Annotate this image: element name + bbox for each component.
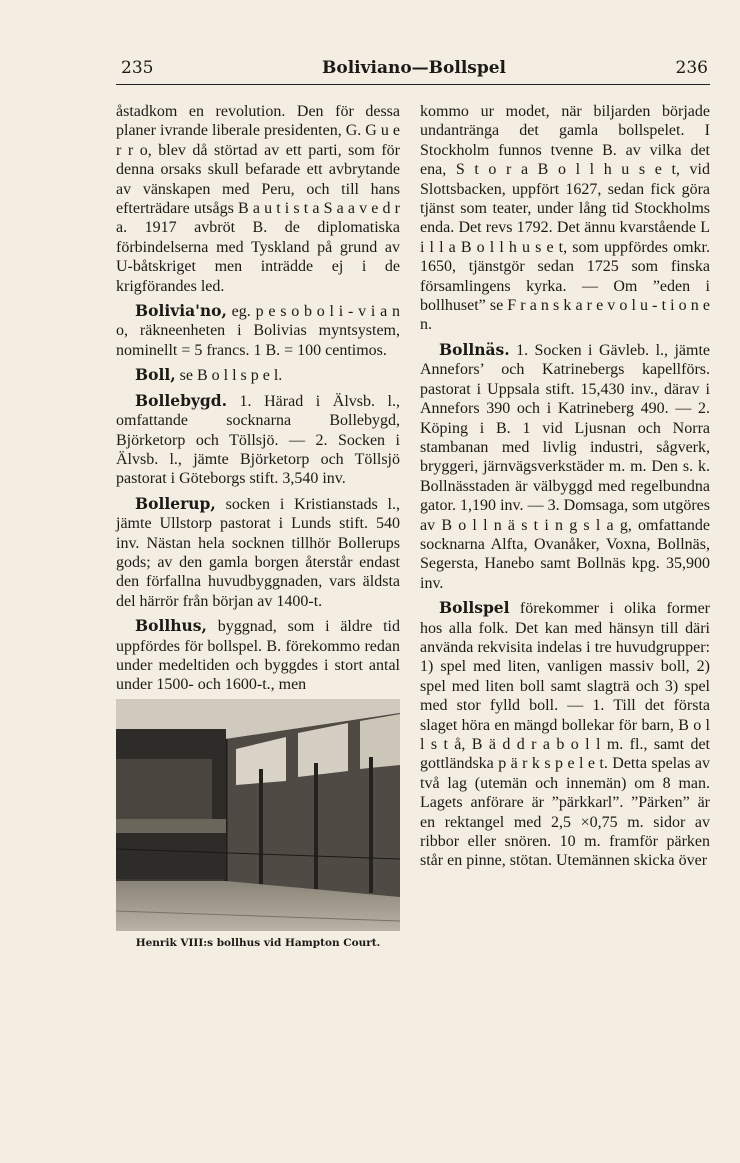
headword-bollhus: Bollhus, — [135, 616, 207, 636]
entry-boll — [116, 365, 400, 385]
entry-bollspel-text: förekommer i olika former hos alla folk. Det kan med hänsyn till däri använda rekvisita indelas i tre huvudgrupper: 1) spel med liten, vanligen massiv boll, 2) spel med liten boll samt slagträ och 3) spel med stor fylld boll. — 1. Till det första slaget höra en mängd bollekar för barn, B o l l s t å, B ä d d r a b o l l m. fl., samt det gottländska p ä r k s p e l e t. Detta spelas av två lag (utemän och innemän) om 8 man. Lagets anförare är ”pärkkarl”. ”Pärken” är en rektangel med 2,5 ×0,75 m. sidor av ribbor eller snören. 10 m. framför pärken står en pinne, stötan. Utemännen skicka över — [420, 600, 710, 870]
headword-bollebygd: Bollebygd. — [135, 390, 227, 410]
entry-bollerup — [116, 494, 400, 611]
entry-bollhus — [116, 616, 400, 695]
headword-boll: Boll, — [135, 365, 176, 385]
right-column — [420, 102, 710, 871]
entry-bollebygd-text: 1. Härad i Älvsb. l., omfattande socknarna Bollebygd, Björketorp och Töllsjö. — 2. Socken i Älvsb. l., jämte Björketorp och Töllsjö pastorat i Göteborgs stift. 3,540 inv. — [116, 392, 400, 488]
entry-bollhus-continued: kommo ur modet, när biljarden började undantränga det gamla bollspelet. I Stockholm funnos tvenne B. av vilka det ena, S t o r a B o l l h u s e t, vid Slottsbacken, uppfört 1627, sedan fick göra tjänst som teater, under lång tid Stockholms enda. Det revs 1792. Det ännu kvarstående L i l l a B o l l h u s e t, som uppfördes omkr. 1650, tjänstgör sedan 1725 som finska församlingens kyrka. — Om ”eden i bollhuset” se F r a n s k a r e v o l u - t i o n e n. — [420, 103, 710, 334]
entry-bolivia-continued: åstadkom en revolution. Den för dessa planer ivrande liberale presidenten, G. G u e r r o, blev då störtad av ett parti, som för denna orsaks skull befarade ett avbrytande av vänskapen med Peru, och till hans efterträdare utsågs B a u t i s t a S a a v e d r a. 1917 avbröt B. de diplomatiska förbindelserna med Tyskland på grund av U-båtskriget men inträdde ej i de krigförandes led. — [116, 103, 400, 295]
headword-boliviano: Bolivia'no, — [135, 301, 227, 321]
entry-bollspel — [420, 598, 710, 871]
headword-bollspel: Bollspel — [439, 598, 510, 618]
header-rule — [116, 84, 710, 85]
page-header — [118, 58, 710, 82]
headword-bollnas: Bollnäs. — [439, 339, 510, 359]
bollhus-photo — [116, 699, 400, 931]
figure-caption: Henrik VIII:s bollhus vid Hampton Court. — [135, 936, 381, 949]
headword-bollerup: Bollerup, — [135, 493, 216, 513]
entry-bollnas — [420, 340, 710, 593]
page-number-right: 236 — [675, 58, 708, 78]
entry-bollhus-text: byggnad, som i äldre tid uppfördes för bollspel. B. förekommo redan under medeltiden och byggdes i stort antal under 1500- och 1600-t., men — [116, 618, 400, 694]
running-title: Boliviano—Bollspel — [321, 58, 507, 78]
entry-bollebygd — [116, 391, 400, 489]
left-column — [116, 102, 400, 950]
page-number-left: 235 — [121, 58, 154, 78]
entry-boll-text: se B o l l s p e l. — [175, 367, 283, 385]
entry-bollnas-text: 1. Socken i Gävleb. l., jämte Annefors’ och Katrinebergs kapellförs. pastorat i Uppsala stift. 15,430 inv., därav i Annefors 390 och i Katrineberg 490. — 2. Köping i B. 1 vid Ljusnan och Norra stambanan med livlig industri, sågverk, bryggeri, järnvägsverkstäder m. m. Den s. k. Bollnässtaden är välbyggd med regelbundna gator. 1,190 inv. — 3. Domsaga, som utgöres av B o l l n ä s t i n g s l a g, omfattande socknarna Alfta, Ovanåker, Voxna, Bollnäs, Segersta, Hanebo samt Bollnäs kpg. 35,900 inv. — [420, 341, 710, 592]
entry-boliviano-text: eg. p e s o b o l i - v i a n o, räkneenheten i Bolivias myntsystem, nominellt = 5 francs. 1 B. = 100 centimos. — [116, 303, 400, 359]
entry-boliviano — [116, 301, 400, 360]
entry-bollerup-text: socken i Kristianstads l., jämte Ullstorp pastorat i Lunds stift. 540 inv. Nästan hela socknen tillhör Bollerups gods; av den gamla borgen återstår endast den förfallna huvudbyggnaden, vars äldsta del härrör från början av 1400-t. — [116, 495, 400, 610]
figure-bollhus — [116, 699, 400, 950]
